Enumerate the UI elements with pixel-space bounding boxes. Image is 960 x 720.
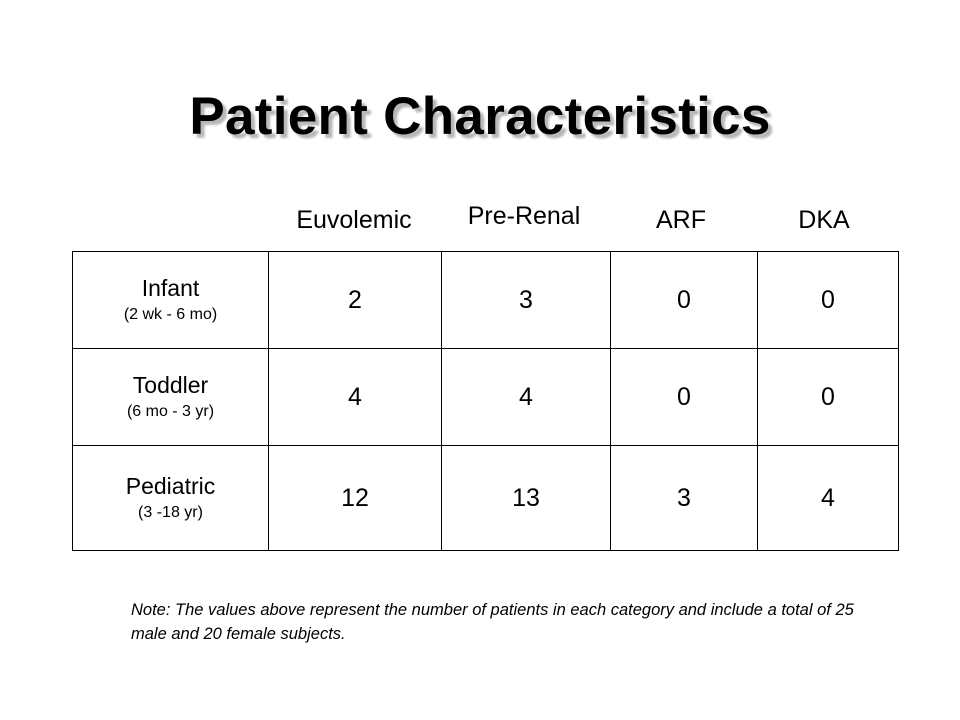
cell-value: 3 <box>519 286 533 314</box>
row-name: Toddler <box>132 372 209 398</box>
table-cell <box>269 446 442 551</box>
table-cell <box>442 446 611 551</box>
table-cell <box>269 252 442 349</box>
cell-value: 0 <box>821 383 835 411</box>
column-header-arf: ARF <box>656 206 706 234</box>
row-label-cell <box>73 446 269 551</box>
cell-value: 13 <box>512 484 540 512</box>
table-cell <box>758 349 899 446</box>
cell-value: 12 <box>341 484 369 512</box>
table-cell <box>269 349 442 446</box>
table-row-infant <box>73 252 899 349</box>
table-cell <box>758 446 899 551</box>
column-header-dka: DKA <box>798 206 850 234</box>
table-row-pediatric <box>73 446 899 551</box>
cell-value: 4 <box>519 383 533 411</box>
table-cell <box>442 252 611 349</box>
table-cell <box>442 349 611 446</box>
row-range: (6 mo - 3 yr) <box>126 403 215 420</box>
cell-value: 2 <box>348 286 362 314</box>
patient-table <box>72 251 899 551</box>
slide-title: Patient Characteristics <box>189 87 771 146</box>
cell-value: 3 <box>677 484 691 512</box>
cell-value: 0 <box>677 286 691 314</box>
row-label-cell <box>73 252 269 349</box>
footnote: Note: The values above represent the number of patients in each category and include a total of 25 male and 20 female subjects. <box>131 601 854 643</box>
cell-value: 0 <box>821 286 835 314</box>
table-cell <box>611 349 758 446</box>
column-header-euvolemic: Euvolemic <box>296 206 412 234</box>
row-name: Infant <box>141 275 200 301</box>
table-row-toddler <box>73 349 899 446</box>
cell-value: 4 <box>348 383 362 411</box>
table-cell <box>758 252 899 349</box>
table-cell <box>611 252 758 349</box>
row-range: (2 wk - 6 mo) <box>123 306 218 323</box>
table-cell <box>611 446 758 551</box>
row-range: (3 -18 yr) <box>138 504 203 521</box>
row-label-cell <box>73 349 269 446</box>
cell-value: 0 <box>677 383 691 411</box>
row-name: Pediatric <box>125 473 216 499</box>
cell-value: 4 <box>821 484 835 512</box>
column-header-pre-renal: Pre-Renal <box>467 202 581 230</box>
